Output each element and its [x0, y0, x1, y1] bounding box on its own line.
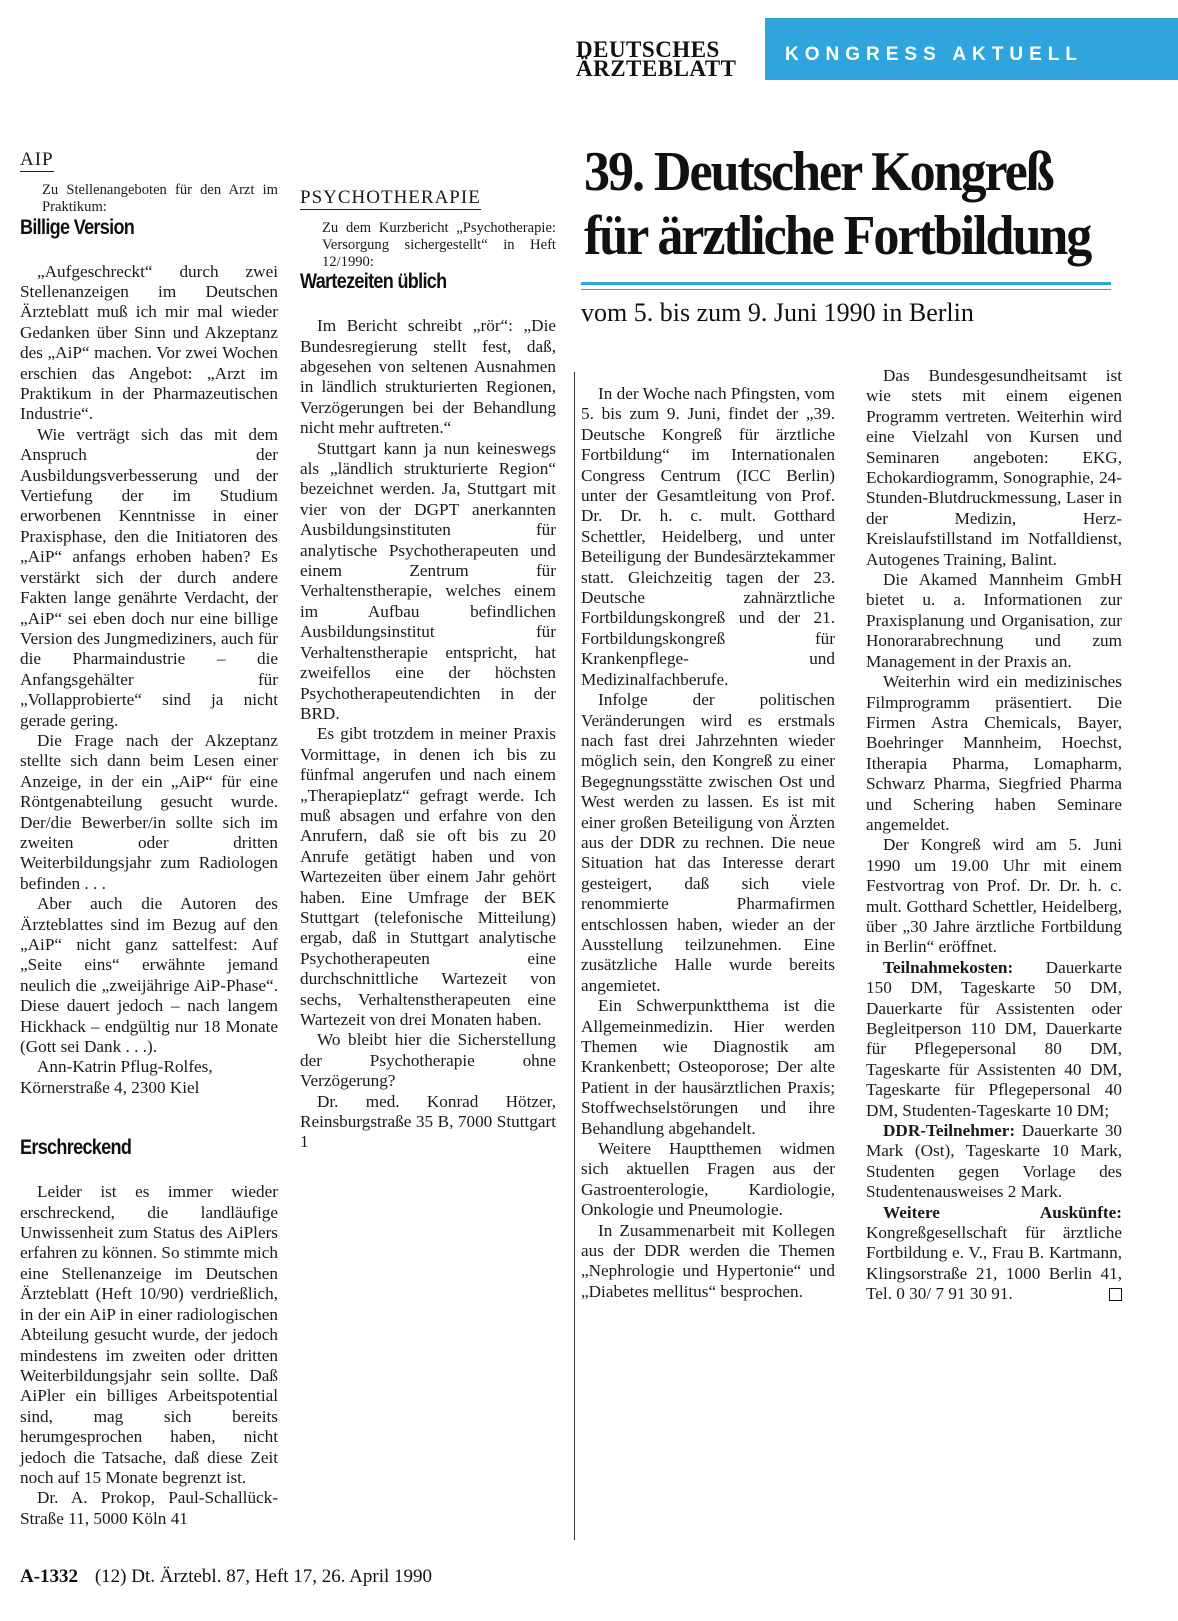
ddr-text: Dauerkarte 30 Mark (Ost), Tageskarte 10 Mark, Studenten gegen Vorlage des Studentenausweises 2 Mark. — [866, 1121, 1123, 1202]
page-number: A-1332 — [20, 1566, 79, 1587]
letter-paragraph: Es gibt trotzdem in meiner Praxis Vormittage, in denen ich bis zu fünfmal angerufen und nach einem „Therapieplatz“ gefragt werde. Ich muß absagen und erfahre von den Anrufern, daß sie oft bis zu 20 Anrufe getätigt haben und von Wartezeiten über einem Jahr gehört haben. Eine Umfrage der BEK Stuttgart (telefonische Mitteilung) ergab, daß in Stuttgart analytische Psychotherapeuten eine durchschnittliche Wartezeit von sechs, Verhaltenstherapeuten eine Wartezeit von drei Monaten haben. — [300, 724, 556, 1029]
masthead-logo — [576, 37, 756, 81]
article-paragraph: Das Bundesgesundheitsamt ist wie stets mit einem eigenen Programm vertreten. Weiterhin wird eine Vielzahl von Kursen und Seminaren angeboten: EKG, Echokardiogramm, Sonographie, 24-Stunden-Blutdruckmessung, Laser in der Medizin, Herz-Kreislaufstillstand im Notfalldienst, Autogenes Training, Balint. — [866, 366, 1122, 569]
rubric-psychotherapie: PSYCHOTHERAPIE — [300, 188, 481, 210]
logo-line-1: DEUTSCHES — [576, 37, 720, 62]
letter-paragraph: Aber auch die Autoren des Ärzteblattes sind im Bezug auf den „AiP“ nicht ganz sattelfest: Auf „Seite eins“ erwähnte jemand neulich die „zweijährige AiP-Phase“. Diese dauert jedoch – nach langem Hickhack – endgültig nur 18 Monate (Gott sei Dank . . .). — [20, 894, 278, 1057]
article-paragraph: In Zusammenarbeit mit Kollegen aus der DDR werden die Themen „Nephrologie und Hypertonie“ und „Diabetes mellitus“ besprochen. — [581, 1220, 835, 1301]
article-paragraph: Der Kongreß wird am 5. Juni 1990 um 19.00 Uhr mit einem Festvortrag von Prof. Dr. Dr. h. c. mult. Gotthard Schettler, Heidelberg, über „30 Jahre ärztliche Fortbildung in Berlin“ eröffnet. — [866, 835, 1122, 957]
headline-line-1: 39. Deutscher Kongreß — [584, 141, 1053, 203]
letter-title-billige-version: Billige Version — [20, 215, 135, 239]
info-paragraph — [866, 1203, 1122, 1305]
psycho-lead: Zu dem Kurzbericht „Psychotherapie: Versorgung sichergestellt“ in Heft 12/1990: — [322, 220, 556, 270]
article-paragraph: In der Woche nach Pfingsten, vom 5. bis zum 9. Juni, findet der „39. Deutsche Kongreß für ärztliche Fortbildung“ im Internationalen Congress Centrum (ICC Berlin) unter der Gesamtleitung von Prof. Dr. Dr. h. c. mult. Gotthard Schettler, Heidelberg, und unter Beteiligung der Bundesärztekammer statt. Gleichzeitig tagen der 23. Deutsche zahnärztliche Fortbildungskongreß und der 21. Fortbildungskongreß für Krankenpflege- und Medizinalfachberufe. — [581, 384, 835, 689]
letter-author: Dr. med. Konrad Hötzer, Reinsburgstraße 35 B, 7000 Stuttgart 1 — [300, 1091, 556, 1152]
article-paragraph: Ein Schwerpunktthema ist die Allgemeinmedizin. Hier werden Themen wie Diagnostik am Krankenbett; Osteoporose; Der alte Patient in der hausärztlichen Praxis; Stoffwechselstörungen und ihre Behandlung abgehandelt. — [581, 996, 835, 1138]
letter-author: Ann-Katrin Pflug-Rolfes, — [37, 1057, 213, 1077]
section-label: KONGRESS AKTUELL — [785, 44, 1083, 65]
rubric-aip: AIP — [20, 150, 54, 172]
article-subheadline: vom 5. bis zum 9. Juni 1990 in Berlin — [581, 298, 974, 327]
letter-paragraph: Im Bericht schreibt „rör“: „Die Bundesregierung stellt fest, daß, abgesehen von seltenen Ausnahmen in ländlich strukturierten Regionen, Verzögerungen bei der Behandlung nicht mehr auftreten.“ — [300, 316, 556, 438]
info-label: Weitere Auskünfte: — [883, 1202, 1122, 1222]
info-text: Kongreßgesellschaft für ärztliche Fortbildung e. V., Frau B. Kartmann, Klingsorstraße 21, 1000 Berlin 41, Tel. 0 30/ 7 91 30 91. — [866, 1223, 1122, 1304]
article-headline — [584, 140, 1133, 268]
letter-paragraph: „Aufgeschreckt“ durch zwei Stellenanzeigen im Deutschen Ärzteblatt muß ich mir mal wieder Gedanken über Sinn und Akzeptanz des „AiP“ machen. Vor zwei Wochen erschien das Angebot: „Arzt im Praktikum in der Pharmazeutischen Industrie“. — [20, 261, 278, 424]
aip-lead: Zu Stellenangeboten für den Arzt im Praktikum: — [42, 182, 278, 215]
headline-line-2: für ärztliche Fortbildung — [584, 205, 1091, 267]
article-paragraph: Die Akamed Mannheim GmbH bietet u. a. Informationen zur Praxisplanung und Organisation, zur Honorarabrechnung und zum Management in der Praxis an. — [866, 570, 1122, 671]
logo-line-2: ÄRZTEBLATT — [576, 56, 737, 81]
article-paragraph: Weiterhin wird ein medizinisches Filmprogramm präsentiert. Die Firmen Astra Chemicals, Bayer, Boehringer Mannheim, Hoechst, Itherapia Pharma, Lomapharm, Schwarz Pharma, Siegfried Pharma und Schering haben Seminare angemeldet. — [866, 672, 1122, 834]
footer-citation: (12) Dt. Ärztebl. 87, Heft 17, 26. April 1990 — [94, 1566, 433, 1587]
end-mark-icon — [1109, 1288, 1122, 1301]
letter-paragraph: Wie verträgt sich das mit dem Anspruch der Ausbildungsverbesserung und der Vertiefung der im Studium erworbenen Kenntnisse in einer Praxisphase, den die Initiatoren des „AiP“ anfangs erhoben haben? Es verstärkt sich der durch andere Fakten lange genährte Verdacht, der „AiP“ sei eben doch nur eine billige Version des Jungmediziners, auch für die Pharmaindustrie – die Anfangsgehälter für „Vollapprobierte“ sind ja nicht gerade gering. — [20, 424, 278, 730]
letter-paragraph: Stuttgart kann ja nun keineswegs als „ländlich strukturierte Region“ bezeichnet werden. Ja, Stuttgart mit vier von der DGPT anerkannten Ausbildungsinstituten für analytische Psychotherapeuten und einem Zentrum für Verhaltenstherapie, welches einem im Aufbau befindlichen Ausbildungsinstitut für Verhaltenstherapie entspricht, hat zweifellos eine der höchsten Psychotherapeutendichten in der BRD. — [300, 438, 556, 723]
letters-column-1 — [20, 150, 278, 1529]
letter-paragraph: Wo bleibt hier die Sicherstellung der Psychotherapie ohne Verzögerung? — [300, 1030, 556, 1091]
article-column-2 — [866, 366, 1122, 1305]
letter-paragraph: Leider ist es immer wieder erschreckend, die landläufige Unwissenheit zum Status des AiPlers erfahren zu können. So stimmte mich eine Stellenanzeige im Deutschen Ärzteblatt (Heft 10/90) verdrießlich, in der ein AiP in einer radiologischen Abteilung gesucht wurde, der jedoch mindestens im zweiten oder dritten Weiterbildungsjahr sein sollte. Daß AiPler ein billiges Arbeitspotential sind, mag sich bereits herumgesprochen haben, nicht jedoch die Tatsache, daß diese Zeit noch auf 15 Monate begrenzt ist. — [20, 1182, 278, 1487]
article-paragraph: Weitere Hauptthemen widmen sich aktuellen Fragen aus der Gastroenterologie, Kardiologie, Onkologie und Pneumologie. — [581, 1139, 835, 1220]
ddr-paragraph — [866, 1121, 1122, 1203]
ddr-label: DDR-Teilnehmer: — [883, 1121, 1016, 1141]
letter-title-wartezeiten: Wartezeiten üblich — [300, 270, 447, 294]
fees-text: Dauerkarte 150 DM, Tageskarte 50 DM, Dauerkarte für Assistenten oder Begleitperson 110 DM, Dauerkarte für Pflegepersonal 80 DM, Tageskarte für Assistenten 40 DM, Tageskarte für Pflegepersonal 40 DM, Studenten-Tageskarte 10 DM; — [866, 957, 1122, 1120]
fees-paragraph — [866, 958, 1122, 1121]
letter-paragraph: Die Frage nach der Akzeptanz stellte sich dann beim Lesen einer Anzeige, in der ein „AiP“ für eine Röntgenabteilung gesucht wurde. Der/die Bewerber/in sollte sich im zweiten oder dritten Weiterbildungsjahr zum Radiologen befinden . . . — [20, 730, 278, 893]
letters-column-2 — [300, 150, 556, 1153]
article-paragraph: Infolge der politischen Veränderungen wird es erstmals nach fast drei Jahrzehnten wieder möglich sein, den Kongreß zu einer Begegnungsstätte zwischen Ost und West werden zu lassen. Es ist mit einer großen Beteiligung von Ärzten aus der DDR zu rechnen. Die neue Situation hat das Interesse derart gesteigert, daß sich viele renommierte Pharmafirmen entschlossen haben, wieder an der Ausstellung teilzunehmen. Eine zusätzliche Halle wurde bereits angemietet. — [581, 690, 835, 995]
letter-address: Körnerstraße 4, 2300 Kiel — [20, 1077, 200, 1097]
letter-author: Dr. A. Prokop, Paul-Schallück-Straße 11, 5000 Köln 41 — [20, 1488, 278, 1528]
headline-rule — [581, 282, 1111, 285]
letter-title-erschreckend: Erschreckend — [20, 1136, 132, 1160]
article-column-1 — [581, 384, 835, 1302]
fees-label: Teilnahmekosten: — [883, 957, 1014, 977]
page-footer — [20, 1566, 432, 1588]
column-divider — [574, 372, 575, 1540]
headline-rule — [581, 289, 1111, 290]
